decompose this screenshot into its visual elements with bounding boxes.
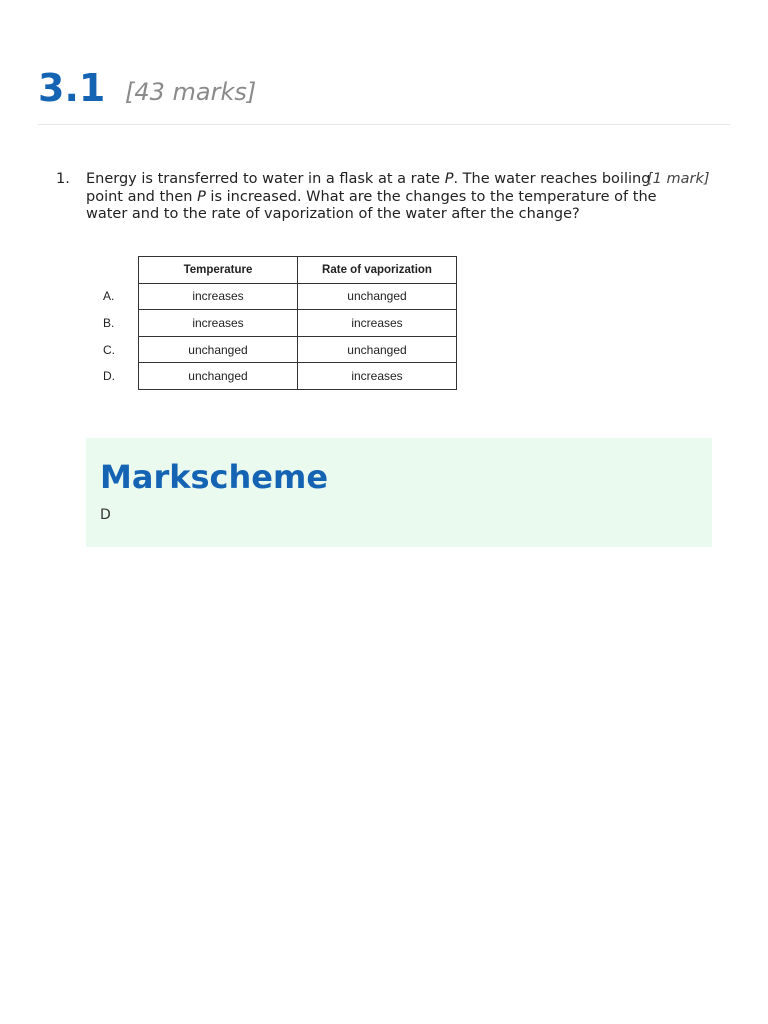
table-row [100, 283, 457, 310]
question-text [86, 171, 686, 224]
header-rate-of-vaporization: Rate of vaporization [298, 257, 457, 284]
variable-p: P [197, 188, 206, 205]
table-header-row [100, 257, 457, 284]
table-row [100, 310, 457, 337]
question-number: 1. [56, 171, 70, 187]
temperature-cell: unchanged [139, 336, 298, 363]
header-temperature: Temperature [139, 257, 298, 284]
rate-cell: increases [298, 310, 457, 337]
variable-p: P [444, 171, 454, 187]
temperature-cell: unchanged [139, 363, 298, 390]
question-marks: [1 mark] [647, 171, 710, 187]
temperature-cell: increases [139, 283, 298, 310]
question-text-part: . The water reaches boiling point and then [86, 171, 651, 205]
option-letter: B. [103, 315, 115, 330]
markscheme-answer: D [100, 507, 111, 523]
rate-cell: unchanged [298, 336, 457, 363]
question-text-part: Energy is transferred to water in a flask at a rate [86, 171, 445, 187]
rate-cell: increases [298, 363, 457, 390]
option-letter: A. [103, 289, 115, 304]
section-header [38, 66, 730, 125]
rate-cell: unchanged [298, 283, 457, 310]
temperature-cell: increases [139, 310, 298, 337]
markscheme-box [86, 438, 712, 547]
section-marks: [43 marks] [125, 78, 257, 106]
option-letter: D. [103, 369, 115, 384]
answer-options [100, 256, 457, 390]
markscheme-title: Markscheme [100, 458, 329, 496]
question-text-part: is increased. What are the changes to the temperature of the water and to the rate of vaporization of the water after the change? [86, 188, 657, 222]
table-row [100, 363, 457, 390]
options-table [100, 256, 457, 390]
option-letter: C. [103, 342, 115, 357]
table-row [100, 336, 457, 363]
section-number: 3.1 [38, 66, 106, 110]
